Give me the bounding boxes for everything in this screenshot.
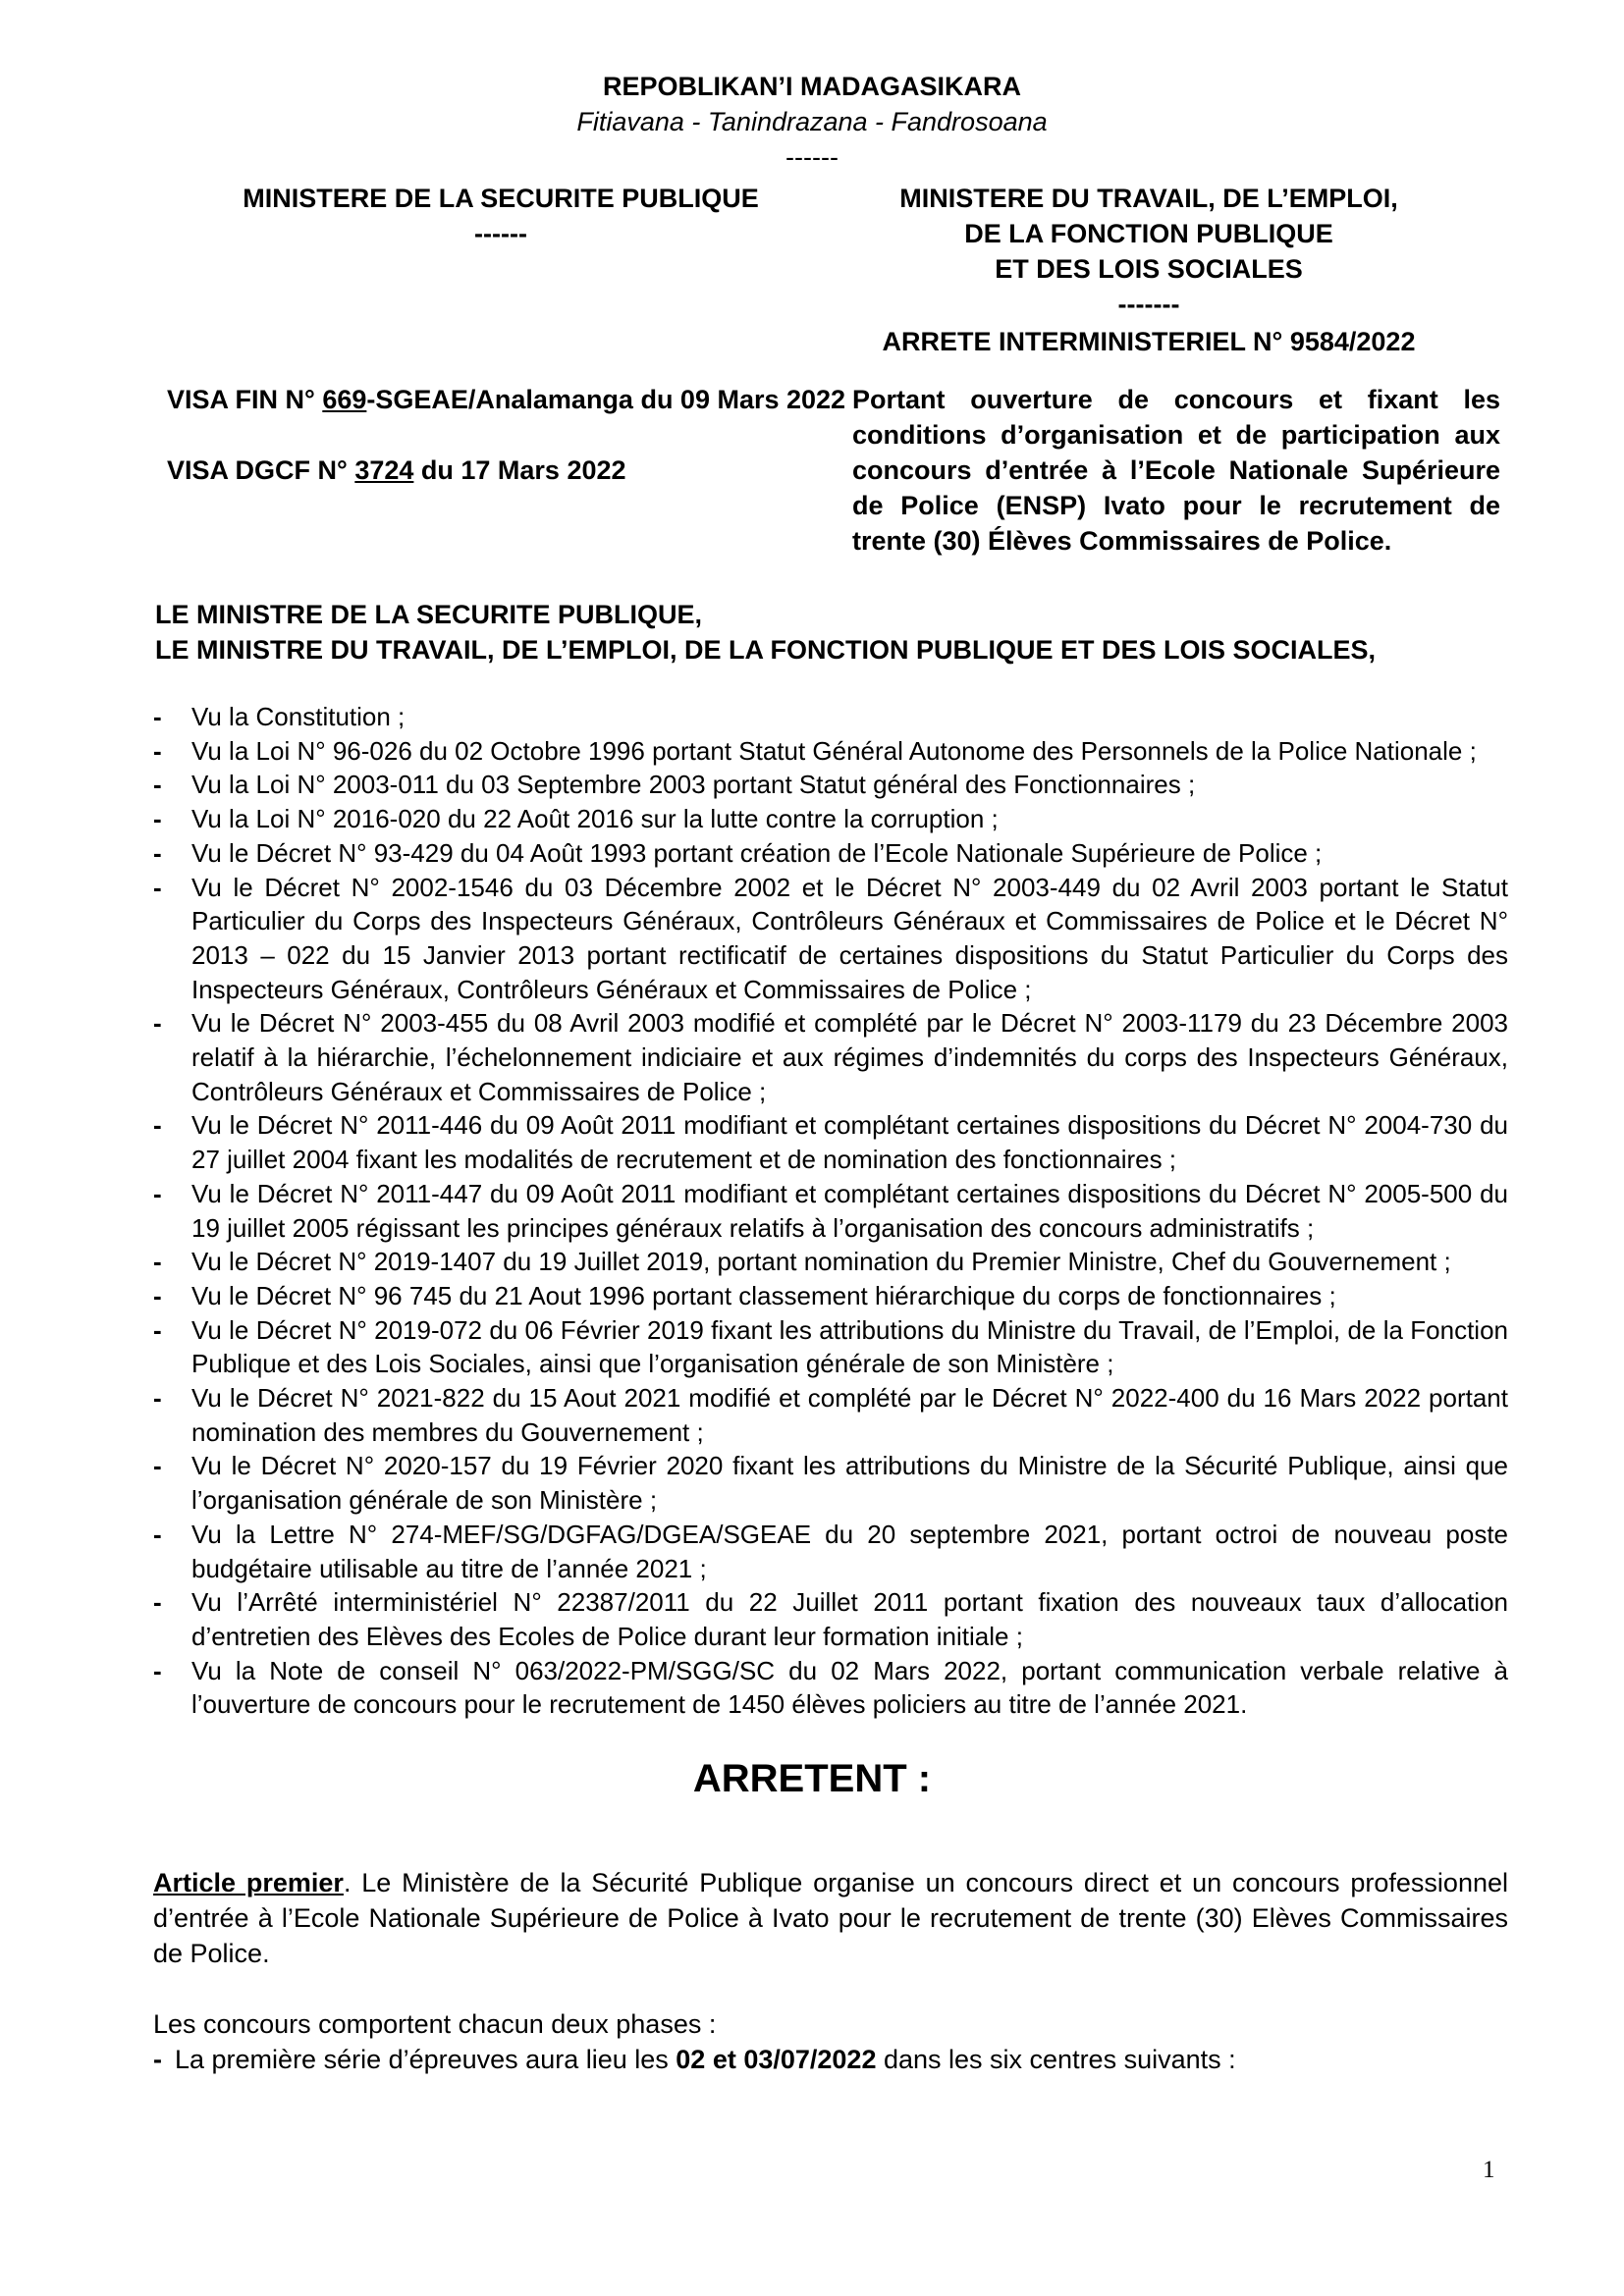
phases-intro: Les concours comportent chacun deux phases : bbox=[153, 2009, 717, 2039]
article-premier bbox=[153, 1865, 1508, 2077]
list-item: - Vu le Décret N° 96 745 du 21 Aout 1996 portant classement hiérarchique du corps de fonctionnaires ; bbox=[153, 1280, 1336, 1310]
article-premier-paragraph: Article premier. Le Ministère de la Sécurité Publique organise un concours direct et un concours professionnel d’entrée à l’Ecole Nationale Supérieure de Police à Ivato pour le recrutement de trente (30) Elèves Commissaires de Police. bbox=[153, 1868, 1508, 1968]
visa-dgcf: VISA DGCF N° 3724 du 17 Mars 2022 bbox=[167, 455, 626, 485]
article-label: Article premier bbox=[153, 1868, 344, 1897]
ministry-right-block bbox=[844, 181, 1453, 359]
list-item: - Vu le Décret N° 2002-1546 du 03 Décembre 2002 et le Décret N° 2003-449 du 02 Avril 2003 portant le Statut Particulier du Corps des Inspecteurs Généraux, Contrôleurs Généraux et Commissaires de Police et le Décret N° 2013 – 022 du 15 Janvier 2013 portant rectificatif de certaines dispositions du Statut Particulier du Corps des Inspecteurs Généraux, Contrôleurs Généraux et Commissaires de Police ; bbox=[153, 872, 1508, 1004]
minister-line-2: LE MINISTRE DU TRAVAIL, DE L’EMPLOI, DE LA FONCTION PUBLIQUE ET DES LOIS SOCIALES, bbox=[155, 635, 1377, 665]
document-header bbox=[0, 69, 1624, 175]
arrete-subject: Portant ouverture de concours et fixant les conditions d’organisation et de participation aux concours d’entrée à l’Ecole Nationale Supérieure de Police (ENSP) Ivato pour le recrutement de trente (30) Élèves Commissaires de Police. bbox=[852, 385, 1500, 556]
visa-fin: VISA FIN N° 669-SGEAE/Analamanga du 09 Mars 2022 bbox=[167, 385, 846, 414]
list-item: - Vu la Note de conseil N° 063/2022-PM/SGG/SC du 02 Mars 2022, portant communication verbale relative à l’ouverture de concours pour le recrutement de 1450 élèves policiers au titre de l’année 2021. bbox=[153, 1655, 1508, 1720]
list-item: - Vu le Décret N° 93-429 du 04 Août 1993 portant création de l’Ecole Nationale Supérieure de Police ; bbox=[153, 837, 1323, 868]
ministry-right-line-1: MINISTERE DU TRAVAIL, DE L’EMPLOI, bbox=[899, 184, 1398, 213]
arrete-number: ARRETE INTERMINISTERIEL N° 9584/2022 bbox=[882, 327, 1416, 356]
separator: ------- bbox=[1117, 290, 1180, 319]
ministry-left-name: MINISTERE DE LA SECURITE PUBLIQUE bbox=[243, 184, 759, 213]
list-item: - Vu le Décret N° 2003-455 du 08 Avril 2003 modifié et complété par le Décret N° 2003-1179 du 23 Décembre 2003 relatif à la hiérarchie, l’échelonnement indiciaire et aux régimes d’indemnités du corps des Inspecteurs Généraux, Contrôleurs Généraux et Commissaires de Police ; bbox=[153, 1008, 1508, 1106]
list-item: - Vu le Décret N° 2021-822 du 15 Aout 2021 modifié et complété par le Décret N° 2022-400 du 16 Mars 2022 portant nomination des membres du Gouvernement ; bbox=[153, 1383, 1508, 1447]
list-item: - La première série d’épreuves aura lieu les 02 et 03/07/2022 dans les six centres suivants : bbox=[153, 2045, 1236, 2074]
list-item: - Vu le Décret N° 2019-072 du 06 Février 2019 fixant les attributions du Ministre du Travail, de l’Emploi, de la Fonction Publique et des Lois Sociales, ainsi que l’organisation générale de son Ministère ; bbox=[153, 1314, 1508, 1379]
list-item: - Vu le Décret N° 2019-1407 du 19 Juillet 2019, portant nomination du Premier Ministre, Chef du Gouvernement ; bbox=[153, 1247, 1451, 1277]
ministry-right-line-3: ET DES LOIS SOCIALES bbox=[995, 254, 1303, 284]
minister-line-1: LE MINISTRE DE LA SECURITE PUBLIQUE, bbox=[155, 600, 703, 629]
list-item: - Vu la Loi N° 2003-011 du 03 Septembre 2003 portant Statut général des Fonctionnaires ; bbox=[153, 770, 1196, 800]
list-item: - Vu la Loi N° 96-026 du 02 Octobre 1996 portant Statut Général Autonome des Personnels de la Police Nationale ; bbox=[153, 735, 1477, 766]
list-item: - Vu la Lettre N° 274-MEF/SG/DGFAG/DGEA/SGEAE du 20 septembre 2021, portant octroi de nouveau poste budgétaire utilisable au titre de l’année 2021 ; bbox=[153, 1519, 1508, 1583]
list-item: - Vu le Décret N° 2020-157 du 19 Février 2020 fixant les attributions du Ministre de la Sécurité Publique, ainsi que l’organisation générale de son Ministère ; bbox=[153, 1451, 1508, 1516]
republic-title: REPOBLIKAN’I MADAGASIKARA bbox=[602, 72, 1021, 101]
list-item: - Vu la Constitution ; bbox=[153, 702, 406, 731]
list-item: - Vu la Loi N° 2016-020 du 22 Août 2016 sur la lutte contre la corruption ; bbox=[153, 804, 999, 834]
ministers-block bbox=[155, 597, 1376, 667]
national-motto: Fitiavana - Tanindrazana - Fandrosoana bbox=[576, 107, 1048, 136]
page-number: 1 bbox=[1483, 2157, 1495, 2183]
visa-fin-number: 669 bbox=[322, 385, 367, 414]
separator: ------ bbox=[785, 142, 839, 172]
list-item: - Vu le Décret N° 2011-446 du 09 Août 2011 modifiant et complétant certaines dispositions du Décret N° 2004-730 du 27 juillet 2004 fixant les modalités de recrutement et de nomination des fonctionnaires ; bbox=[153, 1110, 1508, 1175]
arretent-heading: ARRETENT : bbox=[692, 1757, 932, 1800]
list-item: - Vu l’Arrêté interministériel N° 22387/2011 du 22 Juillet 2011 portant fixation des nouveaux taux d’allocation d’entretien des Elèves des Ecoles de Police durant leur formation initiale ; bbox=[153, 1587, 1508, 1651]
ministry-right-line-2: DE LA FONCTION PUBLIQUE bbox=[964, 219, 1333, 248]
ministry-left-block bbox=[196, 181, 805, 251]
visa-dgcf-number: 3724 bbox=[354, 455, 414, 485]
separator: ------ bbox=[474, 219, 527, 248]
list-item: - Vu le Décret N° 2011-447 du 09 Août 2011 modifiant et complétant certaines dispositions du Décret N° 2005-500 du 19 juillet 2005 régissant les principes généraux relatifs à l’organisation des concours administratifs ; bbox=[153, 1178, 1508, 1243]
considerations-list bbox=[153, 700, 1508, 1722]
